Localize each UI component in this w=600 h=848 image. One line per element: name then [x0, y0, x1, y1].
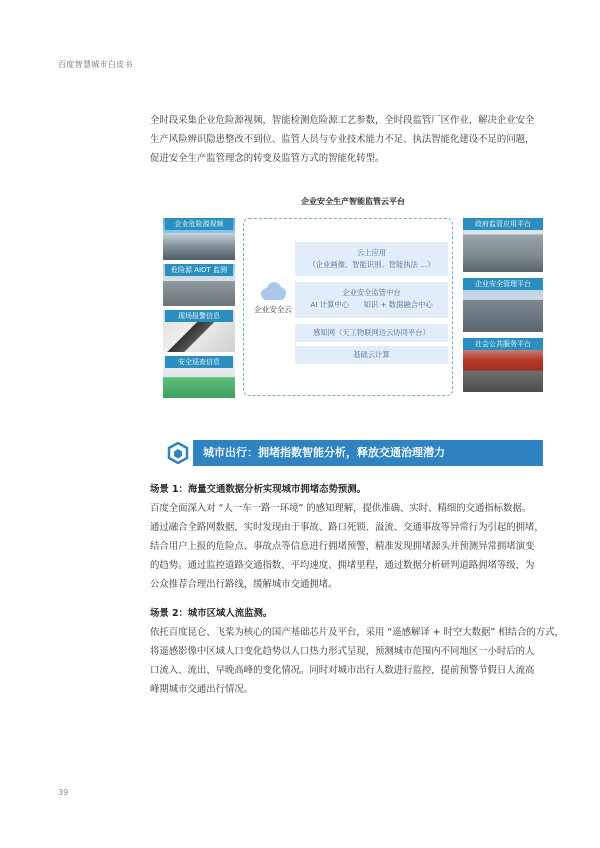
layer-subtitle: （企业画像、智能识别、智能执法 ...） — [308, 260, 435, 269]
diagram-title: 企业安全生产智能监管云平台 — [301, 197, 405, 206]
section-title: 城市出行：拥堵指数智能分析，释放交通治理潜力 — [203, 446, 445, 459]
source-photo-aiot — [163, 264, 235, 306]
page-number: 39 — [58, 788, 69, 797]
scene-2 — [150, 604, 564, 699]
layer-title: 云上应用 — [356, 248, 387, 257]
intro-line: 促进安全生产监管理念的转变及监管方式的智能化转型。 — [150, 153, 385, 164]
scene-heading: 场景 1：海量交通数据分析实现城市拥堵态势预测。 — [150, 484, 367, 495]
data-source-column — [163, 218, 235, 402]
cube-icon — [163, 440, 193, 466]
source-caption: 企业危险源视频 — [165, 218, 233, 230]
running-header: 百度智慧城市白皮书 — [58, 60, 133, 69]
layer-perception-network: 感知网（天工物联网边云协同平台） — [295, 324, 448, 342]
scene-1 — [150, 480, 550, 594]
source-caption: 安全巡查信息 — [165, 356, 233, 368]
scene-line: 口流入、流出、早晚高峰的变化情况。同时对城市出行人数进行监控，提前预警节假日人流高 — [150, 665, 535, 676]
scene-line: 峰期城市交通出行情况。 — [150, 684, 254, 695]
app-caption: 企业安全管理平台 — [463, 278, 543, 290]
scene-line: 的趋势。通过监控道路交通指数、平均速度、拥堵里程，通过数据分析研判道路拥堵等级，为 — [150, 560, 535, 571]
enterprise-cloud — [253, 280, 293, 315]
source-photo-hazard-video — [163, 218, 235, 260]
layer-title: 企业安全监管中台 — [342, 288, 401, 297]
app-caption: 政府监管应用平台 — [463, 218, 543, 230]
source-photo-inspection — [163, 356, 235, 398]
intro-line: 全时段采集企业危险源视频，智能检测危险源工艺参数，全时段监管厂区作业，解决企业安全 — [150, 115, 535, 126]
app-photo-government — [463, 218, 543, 272]
intro-line: 生产风险辨识隐患整改不到位、监管人员与专业技术能力不足、执法智能化建设不足的问题， — [150, 134, 535, 145]
scene-heading: 场景 2：城市区域人流监测。 — [150, 608, 273, 619]
section-heading-bar — [163, 440, 543, 466]
cloud-label: 企业安全云 — [254, 305, 292, 314]
application-column — [463, 218, 543, 398]
layer-infra-cloud: 基础云计算 — [295, 346, 448, 364]
layer-security-center — [295, 282, 448, 318]
layer-cloud-app — [295, 242, 448, 276]
scene-line: 结合用户上报的危险点、事故点等信息进行拥堵预警，精准发现拥堵源头并预测异常拥堵演变 — [150, 541, 535, 552]
app-caption: 社会公共服务平台 — [463, 338, 543, 350]
scene-line: 公众推荐合理出行路线，缓解城市交通拥堵。 — [150, 579, 338, 590]
scene-line: 百度全面深入对 “人一车一路一环境” 的感知理解，提供准确、实时、精细的交通指标数据。 — [150, 503, 532, 514]
platform-diagram — [163, 188, 543, 398]
intro-paragraph — [150, 111, 550, 168]
scene-line: 将遥感影像中区域人口变化趋势以人口热力形式呈现，预测城市范围内不同地区一小时后的人 — [150, 646, 535, 657]
app-photo-enterprise — [463, 278, 543, 332]
cloud-icon — [259, 280, 287, 300]
scene-line: 依托百度昆仑、飞桨为核心的国产基础芯片及平台，采用 “遥感解译 + 时空大数据” 相结合的方式， — [150, 627, 564, 638]
source-photo-alarm — [163, 310, 235, 352]
source-caption: 现场报警信息 — [165, 310, 233, 322]
app-photo-public-service — [463, 338, 543, 392]
layer-subtitle: AI 计算中心 知识 + 数据融合中心 — [310, 300, 433, 309]
source-caption: 危险源 AIOT 监测 — [165, 264, 233, 276]
scene-line: 通过融合全路网数据，实时发现由于事故、路口死锁、溢流、交通事故等异常行为引起的拥堵， — [150, 522, 544, 533]
